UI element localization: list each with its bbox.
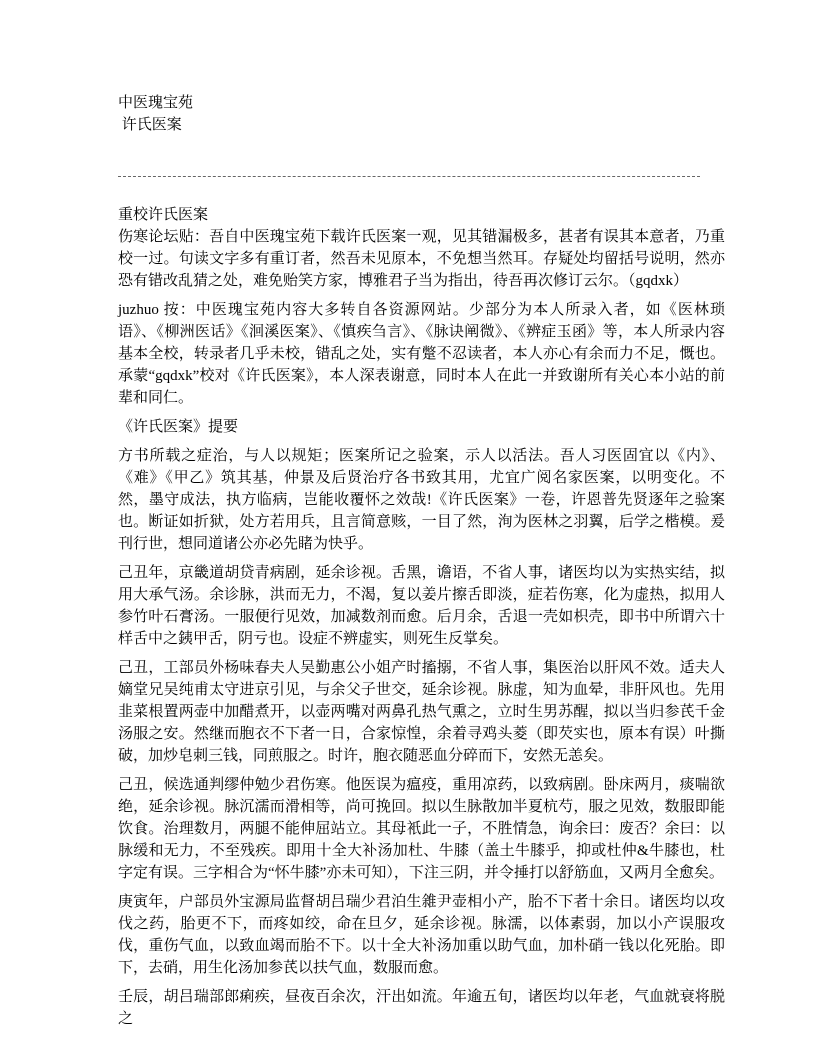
recheck-note-paragraph: 伤寒论坛贴：吾自中医瑰宝苑下载许氏医案一观，见其错漏极多，甚者有误其本意者，乃重校一过。句读文字多有重订者，然吾未见原本，不免想当然耳。存疑处均留括号说明，然亦恐有错改乱猜之处，难免贻笑方家，博雅君子当为指出，待吾再次修订云尔。（gqdxk） xyxy=(118,229,725,289)
site-title: 中医瑰宝苑 xyxy=(118,95,194,111)
case-paragraph-gengyin: 庚寅年，户部员外宝源局监督胡吕瑞少君泊生雓尹壶相小产，胎不下者十余日。诸医均以攻伐之药，胎更不下，而疼如绞，命在旦夕，延余诊视。脉濡，以体素弱，加以小产误服攻伐，重伤气血，以致血竭而胎不下。以十全大补汤加重以助气血，加朴硝一钱以化死胎。即下，去硝，用生化汤加参芪以扶气血，数服而愈。 xyxy=(118,894,725,976)
case-paragraph-renchen: 壬辰，胡吕瑞部郎痢疾，昼夜百余次，汗出如流。年逾五旬，诸医均以年老，气血就衰将脱之 xyxy=(118,989,725,1027)
recheck-heading: 重校许氏医案 xyxy=(118,207,209,223)
case-paragraph-jichou-yang: 己丑，工部员外杨味春夫人吴勤惠公小姐产时搐搦，不省人事，集医治以肝风不效。适夫人嫡堂兄吴纯甫太守进京引见，与余父子世交，延余诊视。脉虚，知为血晕，非肝风也。先用韭菜根置两壶中加醋煮开，以壶两嘴对两鼻孔热气熏之，立时生男苏醒，拟以当归参芪千金汤服之安。然继而胞衣不下者一日，合家惊惶，余着寻鸡头菱（即芡实也，原本有误）叶撕破，加炒皂刺三钱，同煎服之。时许，胞衣随恶血分碎而下，安然无恙矣。 xyxy=(118,660,725,764)
spacer xyxy=(118,438,725,445)
case-paragraph-jichou-year: 己丑年，京畿道胡贷青病剧，延余诊视。舌黑，谵语，不省人事，诸医均以为实热实结，拟用大承气汤。余诊脉，洪而无力，不渴，复以姜片擦舌即淡，症若伤寒，化为虚热，拟用人参竹叶石膏汤。一服便行见效，加减数剂而愈。后月余，舌退一壳如枳壳，即书中所谓六十样舌中之銕甲舌，阴亏也。设症不辨虚实，则死生反掌矣。 xyxy=(118,565,725,647)
separator-line xyxy=(118,176,700,177)
juzhuo-note-paragraph: juzhuo 按：中医瑰宝苑内容大多转自各资源网站。少部分为本人所录入者，如《医林琐语》、《柳洲医话》《洄溪医案》、《慎疾刍言》、《脉诀阐微》、《辨症玉函》等，本人所录内容基本全校，转录者几乎未校，错乱之处，实有蹩不忍读者，本人亦心有余而力不足，慨也。承蒙“gqdxk”校对《许氏医案》，本人深表谢意，同时本人在此一并致谢所有关心本小站的前辈和同仁。 xyxy=(118,302,725,406)
doc-title: 许氏医案 xyxy=(118,117,182,133)
summary-paragraph: 方书所载之症治，与人以规矩；医案所记之验案，示人以活法。吾人习医固宜以《内》、《难》《甲乙》筑其基，仲景及后贤治疗各书致其用，尤宜广阅名家医案，以明变化。不然，墨守成法，执方临病，岂能收覆怀之效哉!《许氏医案》一卷，许恩普先贤逐年之验案也。断证如折狱，处方若用兵，且言简意赅，一目了然，洵为医林之羽翼，后学之楷模。爰刊行世，想同道诸公亦必先睹为快乎。 xyxy=(118,448,725,552)
case-paragraph-jichou-miao: 己丑，候选通判缪仲勉少君伤寒。他医误为瘟疫，重用凉药，以致病剧。卧床两月，痰喘欲绝，延余诊视。脉沉濡而滑相等，尚可挽回。拟以生脉散加半夏杭芍，服之见效，数服即能饮食。治理数月，两腿不能伸屈站立。其母衹此一子，不胜情急，询余曰：废否？余曰：以脉缓和无力，不至残疾。即用十全大补汤加杜、牛膝（盖土牛膝乎，抑或杜仲&牛膝也，杜字定有误。三字相合为“怀牛膝”亦未可知），下注三阴，并令捶打以舒筋血，又两月全愈矣。 xyxy=(118,777,725,881)
summary-heading: 《许氏医案》提要 xyxy=(118,419,239,435)
